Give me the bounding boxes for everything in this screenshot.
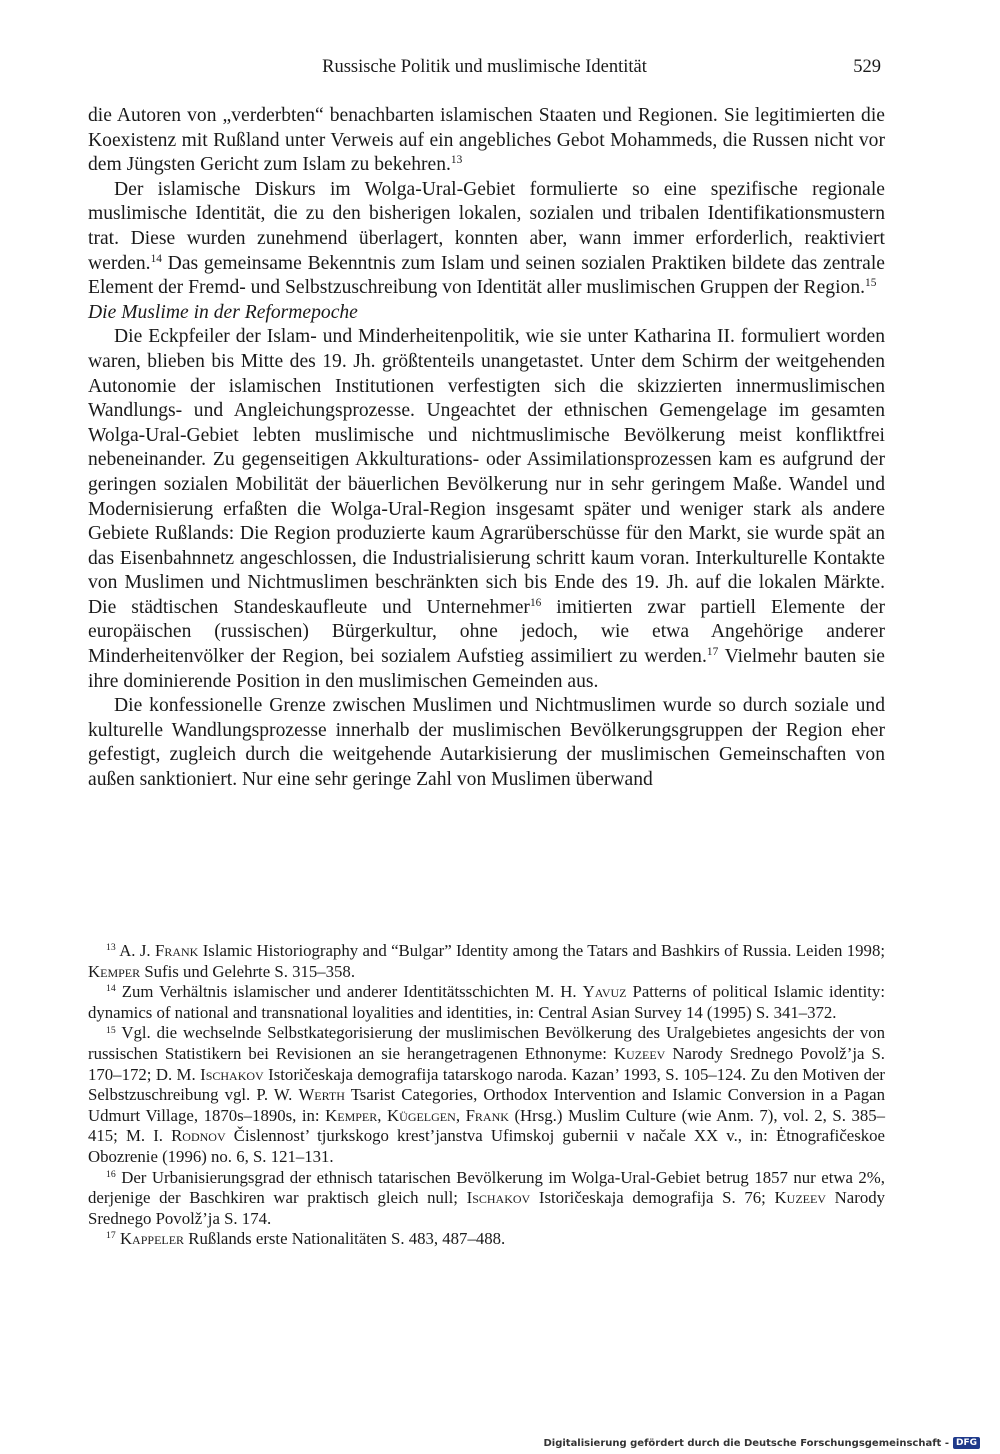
page-number: 529 [853,57,881,77]
running-title: Russische Politik und muslimische Identität [322,57,647,77]
credit-text: Digitalisierung gefördert durch die Deutsche Forschungsgemeinschaft - [543,1437,949,1449]
running-head [88,57,881,81]
footnote-ref[interactable]: 13 [450,154,463,167]
section-heading: Die Muslime in der Reformepoche [88,301,358,323]
paragraph: die Autoren von „verderbten“ benachbarten islamischen Staaten und Regionen. Sie legitimierten die Koexistenz mit Rußland unter Verweis auf ein angebliches Gebot Mohammeds, die Russen nicht vor dem Jüngsten Gericht zum Islam zu bekehren.$^{13}$ [88,105,885,176]
footnote-ref[interactable]: 15 [865,277,877,290]
paragraph: Die konfessionelle Grenze zwischen Muslimen und Nichtmuslimen wurde so durch soziale und kulturelle Wandlungsprozesse innerhalb der muslimischen Bevölkerungsgruppen der Region eher gefestigt, zugleich durch die weitgehende Autarkisierung der muslimischen Gemeinschaften von außen sanktioniert. Nur eine sehr geringe Zahl von Muslimen überwand [88,695,885,791]
paragraph: Die Eckpfeiler der Islam- und Minderheitenpolitik, wie sie unter Katharina II. formuliert worden waren, blieben bis Mitte des 19. Jh. größtenteils unangetastet. Unter dem Schirm der weitgehenden Autonomie der islamischen Institutionen verfestigten sich die skizzierten innermuslimischen Wandlungs- und Angleichungsprozesse. Ungeachtet der ethnischen Gemengelage im gesamten Wolga-Ural-Gebiet lebten muslimische und nichtmuslimische Bevölkerung meist konfliktfrei nebeneinander. Zu gegenseitigen Akkulturations- oder Assimilationsprozessen kam es aufgrund der geringen sozialen Mobilität der bäuerlichen Bevölkerung nur in sehr geringem Maße. Wandel und Modernisierung erfaßten die Wolga-Ural-Region insgesamt später und weniger stark als andere Gebiete Rußlands: Die Region produzierte kaum Agrarüberschüsse für den Markt, sie wurde spät an das Eisenbahnnetz angeschlossen, die Industrialisierung schritt kaum voran. Interkulturelle Kontakte von Muslimen und Nichtmuslimen beschränkten sich bis Ende des 19. Jh. auf die lokalen Märkte. Die städtischen Standeskaufleute und Unternehmer$^{16}$ imitierten zwar partiell Elemente der europäischen (russischen) Bürgerkultur, ohne jedoch, wie etwa Angehörige anderer Minderheitenvölker der Region, bei sozialem Aufstieg assimiliert zu werden.$^{17}$ Vielmehr bauten sie ihre dominierende Position in den muslimischen Gemeinden aus. [88,326,885,692]
digitization-credit [543,1437,980,1449]
footnote-ref[interactable]: 16 [529,597,542,610]
dfg-logo-icon: DFG [953,1437,980,1449]
paragraph: Der islamische Diskurs im Wolga-Ural-Gebiet formulierte so eine spezifische regionale muslimische Identität, die zu den bisherigen lokalen, sozialen und tribalen Identifikationsmustern trat. Diese wurden zunehmend überlagert, konnten aber, wann immer erforderlich, reaktiviert werden.$^{14}$ Das gemeinsame Bekenntnis zum Islam und seinen sozialen Praktiken bildete das zentrale Element der Fremd- und Selbstzuschreibung von Identität aller muslimischen Gruppen der Region.$^{15}$ [88,178,885,299]
footnotes [88,941,885,1250]
main-text [88,104,885,793]
footnote-ref[interactable]: 17 [706,646,719,659]
footnote-14: $^{14}$ Zum Verhältnis islamischer und anderer Identitätsschichten M. H. Yavuz Patterns of political Islamic identity: dynamics of national and transnational loyalities and identities, in: Central Asian Survey 14 (1995) S. 341–372. [88,982,885,1022]
footnote-16: $^{16}$ Der Urbanisierungsgrad der ethnisch tatarischen Bevölkerung im Wolga-Ural-Gebiet betrug 1857 nur etwa 2%, derjenige der Baschkiren war praktisch gleich null; Ischakov Istoričeskaja demografija S. 76; Kuzeev Narody Srednego Povolž’ja S. 174. [88,1167,886,1228]
footnote-15: $^{15}$ Vgl. die wechselnde Selbstkategorisierung der muslimischen Bevölkerung des Uralgebietes angesichts der von russischen Statistikern bei Revisionen an sie herangetragenen Ethnonyme: Kuzeev Narody Srednego Povolž’ja S. 170–172; D. M. Ischakov Istoričeskaja demografija tatarskogo naroda. Kazan’ 1993, S. 105–124. Zu den Motiven der Selbstzuschreibung vgl. P. W. Werth Tsarist Categories, Orthodox Intervention and Islamic Conversion in a Pagan Udmurt Village, 1870s–1890s, in: Kemper, Kügelgen, Frank (Hrsg.) Muslim Culture (wie Anm. 7), vol. 2, S. 385–415; M. I. Rodnov Čislennost’ tjurkskogo krest’janstva Ufimskoj gubernii v načale XX v., in: Ėtnografičeskoe Obozrenie (1996) no. 6, S. 121–131. [88,1023,886,1166]
footnote-17: $^{17}$ Kappeler Rußlands erste Nationalitäten S. 483, 487–488. [106,1229,506,1249]
footnote-ref[interactable]: 14 [150,252,162,265]
footnote-13: $^{13}$ A. J. Frank Islamic Historiography and “Bulgar” Identity among the Tatars and Bashkirs of Russia. Leiden 1998; Kemper Sufis und Gelehrte S. 315–358. [88,941,885,981]
